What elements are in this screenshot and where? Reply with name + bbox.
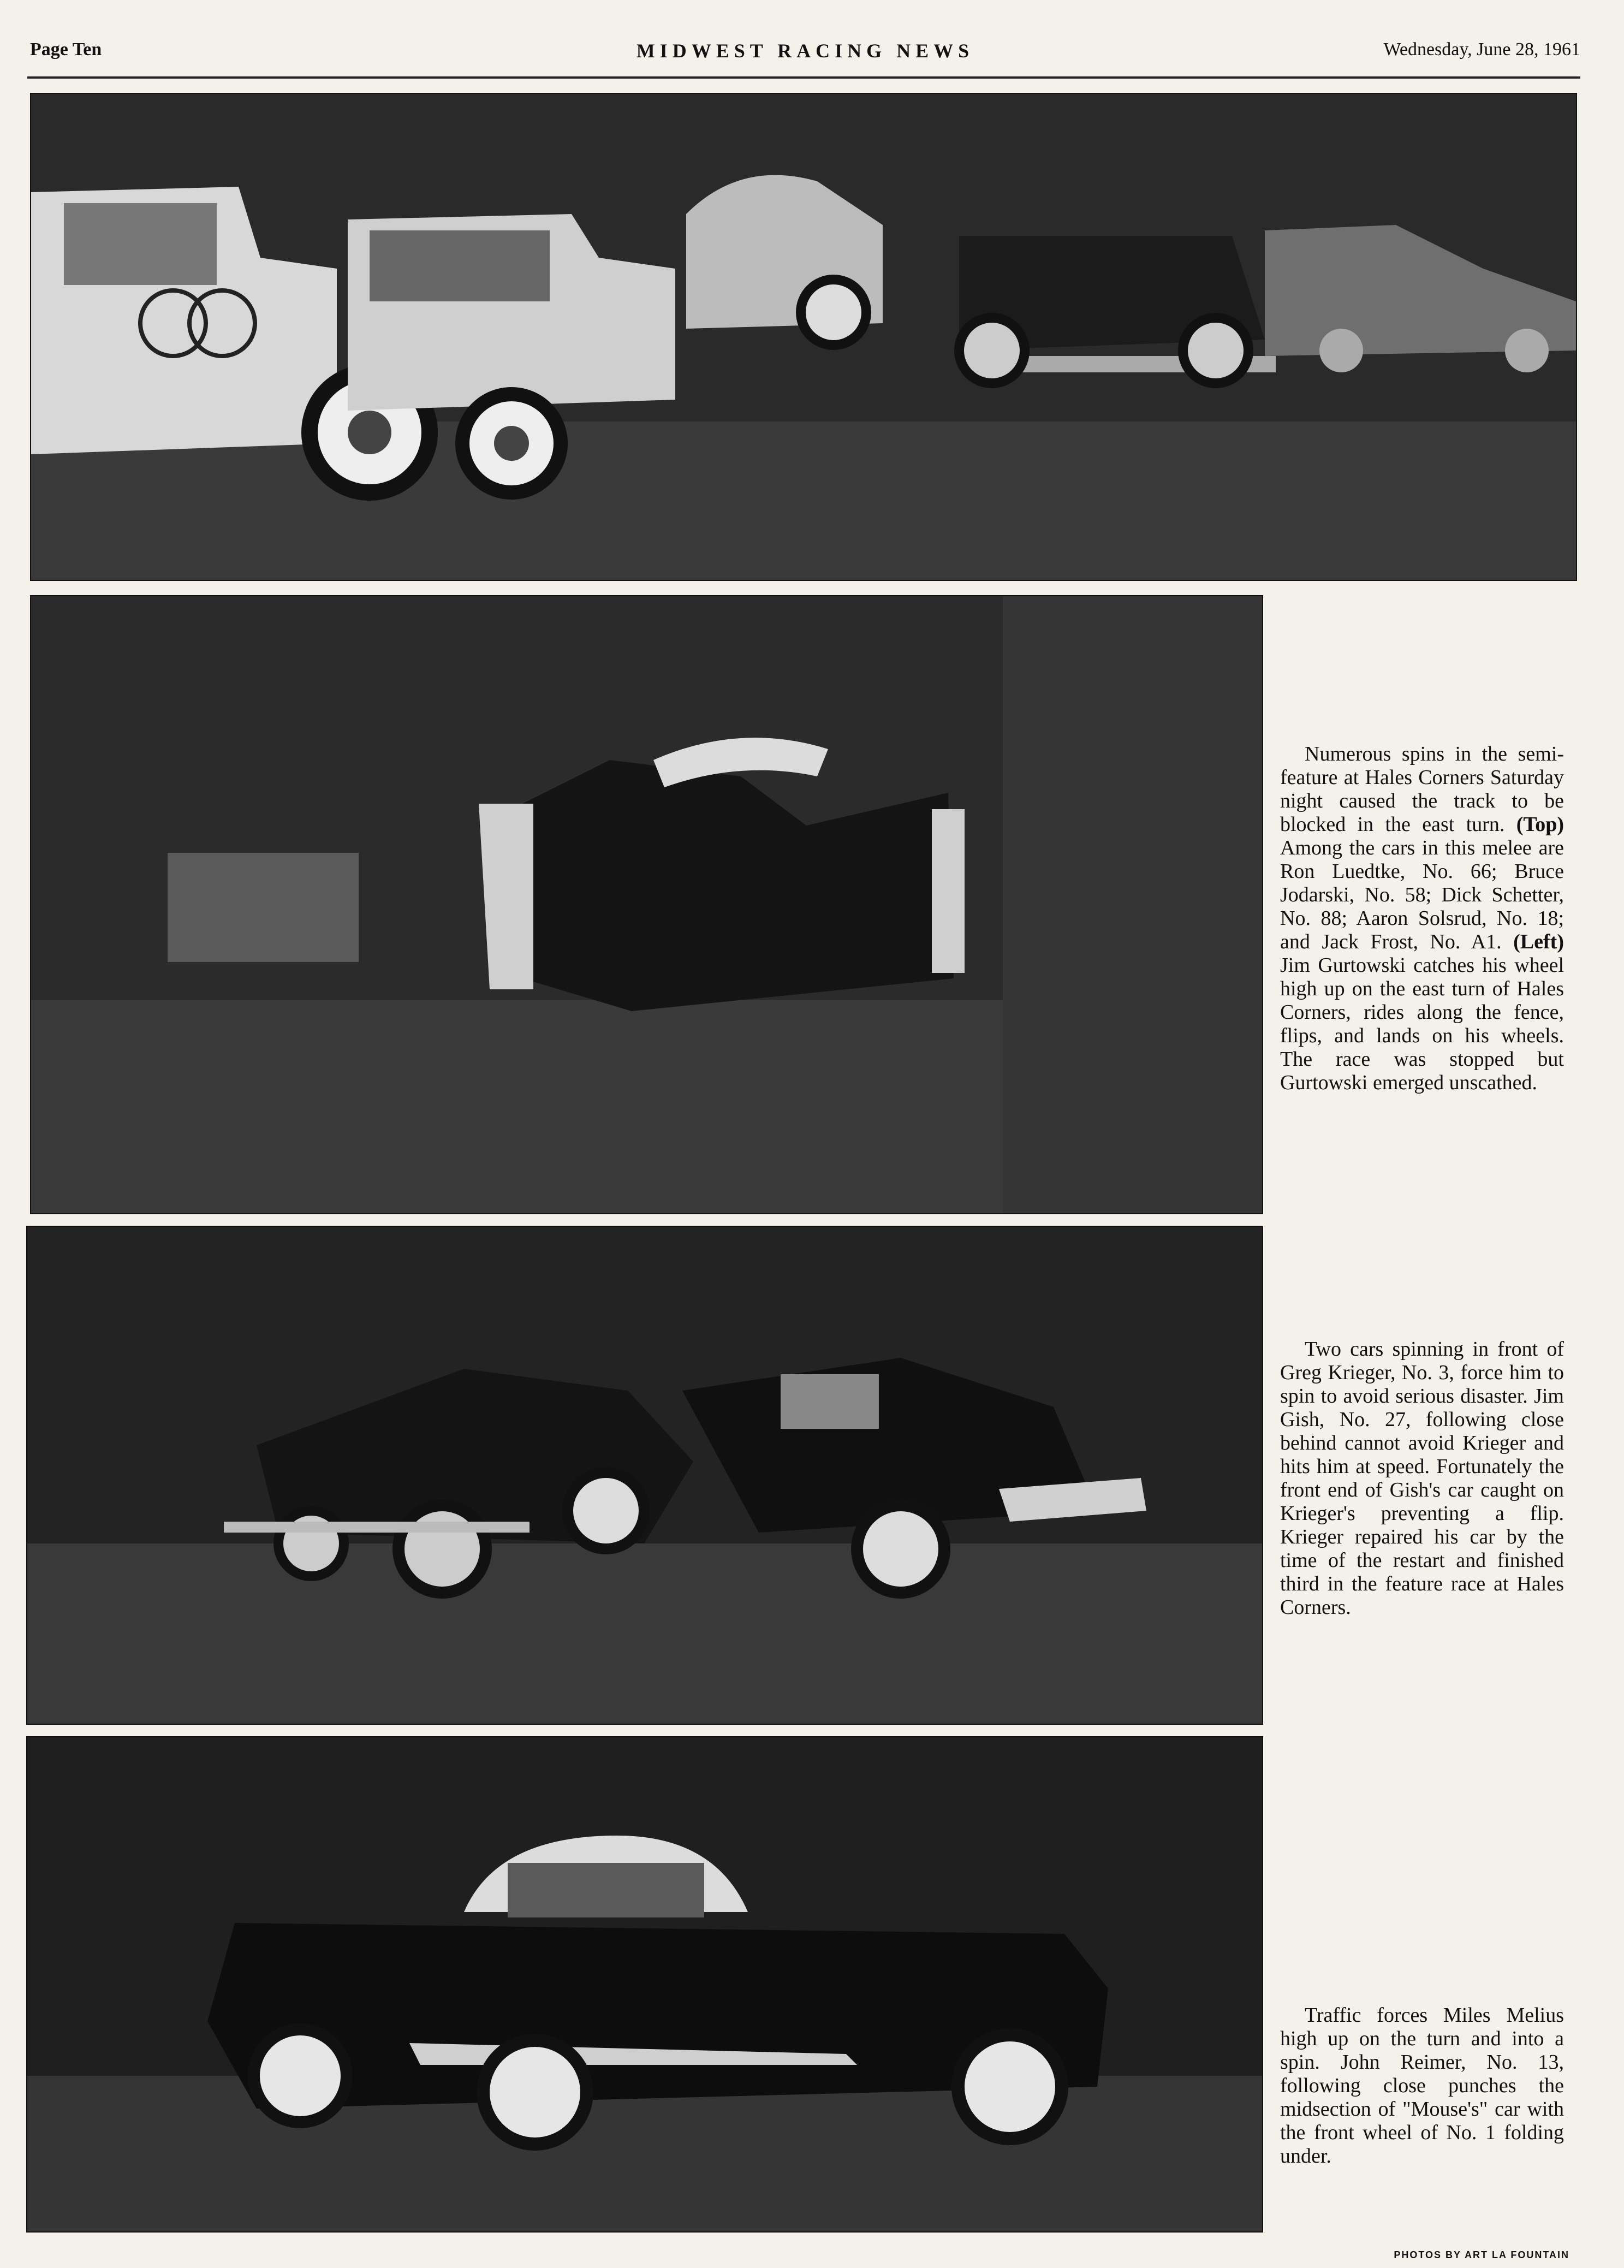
masthead: MIDWEST RACING NEWS <box>636 40 974 62</box>
page-header <box>30 39 1580 72</box>
caption-second-text: Two cars spinning in front of Greg Krieger, No. 3, force him to spin to avoid serious disaster. Jim Gish, No. 27, following close behind cannot avoid Krieger and hits him at speed. Fortunately the front end of Gish's car caught on Krieger's preventing a flip. Krieger repaired his car by the time of the restart and finished third in the feature race at Hales Corners. <box>1280 1338 1564 1619</box>
caption-melius-reimer <box>1280 2004 1564 2168</box>
photo-credit: PHOTOS BY ART LA FOUNTAIN <box>1394 2249 1569 2260</box>
caption-krieger-gish <box>1280 1338 1564 1619</box>
caption-tag-left: (Left) <box>1513 930 1564 953</box>
photo-traffic-spin <box>26 1736 1263 2233</box>
caption-tag-top: (Top) <box>1516 813 1564 836</box>
issue-date: Wednesday, June 28, 1961 <box>1383 39 1580 60</box>
photo-rollover <box>30 595 1263 1214</box>
photo-top-melee <box>30 93 1577 581</box>
page-number: Page Ten <box>30 39 102 60</box>
header-rule <box>27 76 1580 79</box>
caption-third-text: Traffic forces Miles Melius high up on the turn and into a spin. John Reimer, No. 13, following close punches the midsection of "Mouse's" car with the front wheel of No. 1 folding under. <box>1280 2004 1564 2168</box>
caption-first-intro: Numerous spins in the semi-feature at Hales Corners Saturday night caused the track to be blocked in the east turn. <box>1280 743 1564 836</box>
caption-first-end: Jim Gurtowski catches his wheel high up on the east turn of Hales Corners, rides along the fence, flips, and lands on his wheels. The race was stopped but Gurtowski emerged unscathed. <box>1280 954 1564 1094</box>
caption-first-middle: Among the cars in this melee are Ron Luedtke, No. 66; Bruce Jodarski, No. 58; Dick Schetter, No. 88; Aaron Solsrud, No. 18; and Jack Frost, No. A1. <box>1280 836 1564 953</box>
photo-spin-collision <box>26 1226 1263 1725</box>
caption-melee-rollover <box>1280 743 1564 1095</box>
